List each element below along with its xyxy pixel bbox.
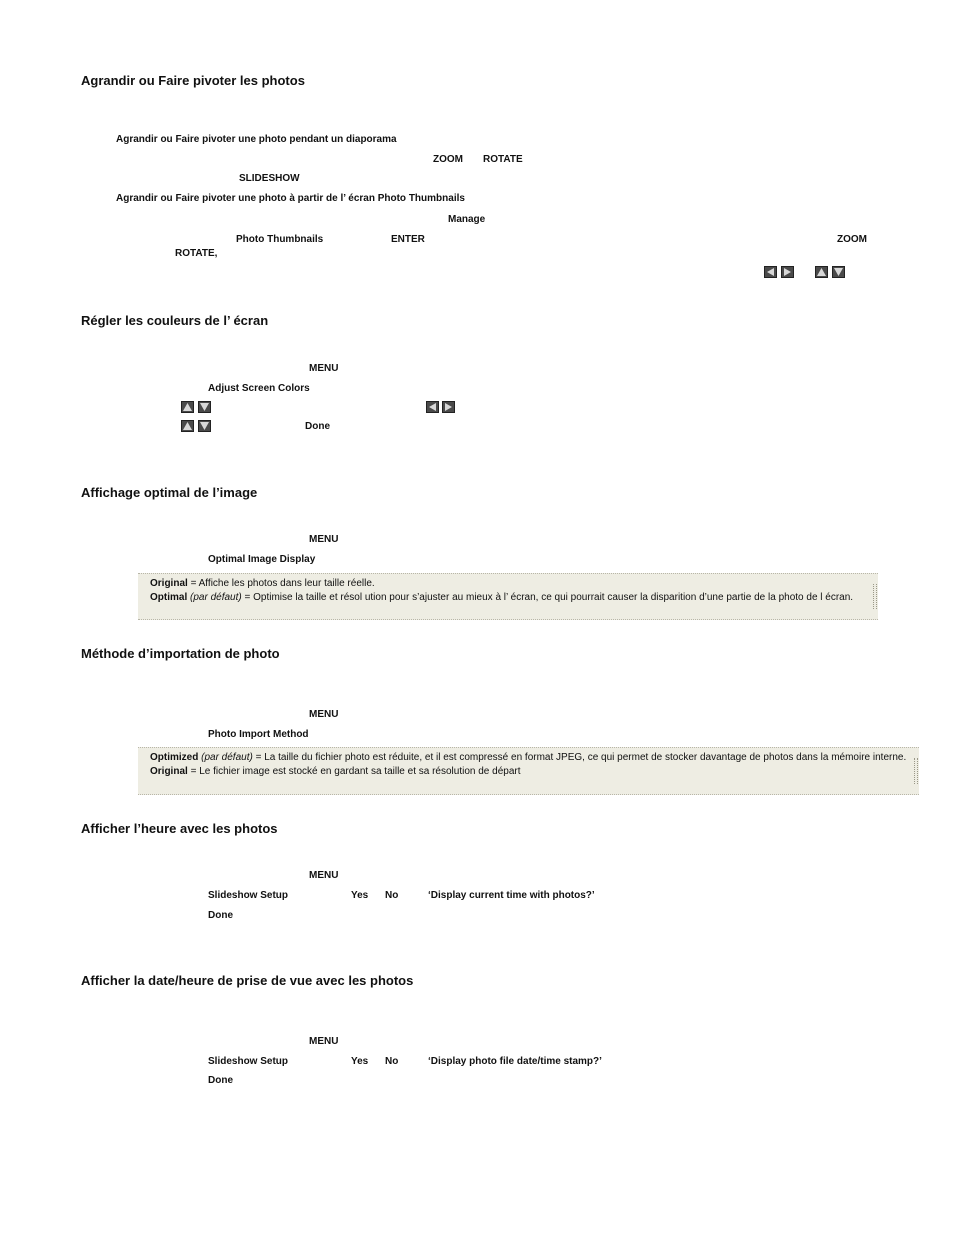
- up-arrow-key-icon: [815, 266, 828, 278]
- heading-import-method: Méthode d’importation de photo: [81, 646, 280, 661]
- left-arrow-key-icon: [426, 401, 439, 413]
- slideshow-setup-label: Slideshow Setup: [208, 890, 289, 901]
- display-time-prompt: ‘Display current time with photos?’: [428, 890, 595, 901]
- right-arrow-key-icon: [781, 266, 794, 278]
- menu-key-label: MENU: [309, 363, 339, 374]
- heading-display-date: Afficher la date/heure de prise de vue avec les photos: [81, 973, 414, 988]
- menu-key-label: MENU: [309, 1036, 339, 1047]
- optimal-image-display-label: Optimal Image Display: [208, 554, 316, 565]
- note-line-original: Original = Affiche les photos dans leur taille réelle.: [150, 578, 375, 589]
- slideshow-key-label: SLIDESHOW: [239, 173, 300, 184]
- subheading-from-thumbnails: Agrandir ou Faire pivoter une photo à partir de l’ écran Photo Thumbnails: [116, 193, 465, 204]
- note-edge-grip: [873, 584, 877, 609]
- menu-key-label: MENU: [309, 870, 339, 881]
- menu-key-label: MENU: [309, 534, 339, 545]
- heading-zoom-rotate: Agrandir ou Faire pivoter les photos: [81, 73, 305, 88]
- slideshow-setup-label: Slideshow Setup: [208, 1056, 289, 1067]
- menu-key-label: MENU: [309, 709, 339, 720]
- rotate-key-label: ROTATE: [483, 154, 523, 165]
- note-line-optimal: Optimal (par défaut) = Optimise la taille et résol ution pour s’ajuster au mieux à l’ écran, ce qui pourrait causer la disparition d’une partie de la photo de l écran.: [150, 591, 854, 603]
- subheading-during-slideshow: Agrandir ou Faire pivoter une photo pendant un diaporama: [116, 134, 397, 145]
- photo-thumbnails-label: Photo Thumbnails: [236, 234, 324, 245]
- heading-optimal-display: Affichage optimal de l’image: [81, 485, 258, 500]
- display-date-prompt: ‘Display photo file date/time stamp?’: [428, 1056, 602, 1067]
- import-method-note: [138, 747, 919, 795]
- note-line-original: Original = Le fichier image est stocké en gardant sa taille et sa résolution de départ: [150, 765, 521, 777]
- note-line-optimized: Optimized (par défaut) = La taille du fichier photo est réduite, et il est compressé en format JPEG, ce qui permet de stocker davantage de photos dans la mémoire interne.: [150, 752, 907, 763]
- right-arrow-key-icon: [442, 401, 455, 413]
- no-label: No: [385, 890, 399, 901]
- done-label: Done: [305, 421, 330, 432]
- enter-key-label: ENTER: [391, 234, 425, 245]
- note-edge-grip: [914, 758, 918, 784]
- rotate-key-label-2: ROTATE,: [175, 248, 218, 259]
- adjust-screen-colors-label: Adjust Screen Colors: [208, 383, 310, 394]
- manage-label: Manage: [448, 214, 486, 225]
- left-arrow-key-icon: [764, 266, 777, 278]
- down-arrow-key-icon: [832, 266, 845, 278]
- heading-display-time: Afficher l’heure avec les photos: [81, 821, 278, 836]
- photo-import-method-label: Photo Import Method: [208, 729, 309, 740]
- yes-label: Yes: [351, 1056, 369, 1067]
- up-arrow-key-icon: [181, 420, 194, 432]
- up-arrow-key-icon: [181, 401, 194, 413]
- done-label: Done: [208, 1075, 233, 1086]
- done-label: Done: [208, 910, 233, 921]
- no-label: No: [385, 1056, 399, 1067]
- down-arrow-key-icon: [198, 401, 211, 413]
- heading-screen-colors: Régler les couleurs de l’ écran: [81, 313, 269, 328]
- zoom-key-label: ZOOM: [433, 154, 463, 165]
- down-arrow-key-icon: [198, 420, 211, 432]
- yes-label: Yes: [351, 890, 369, 901]
- zoom-key-label-2: ZOOM: [837, 234, 867, 245]
- optimal-display-note: [138, 573, 878, 620]
